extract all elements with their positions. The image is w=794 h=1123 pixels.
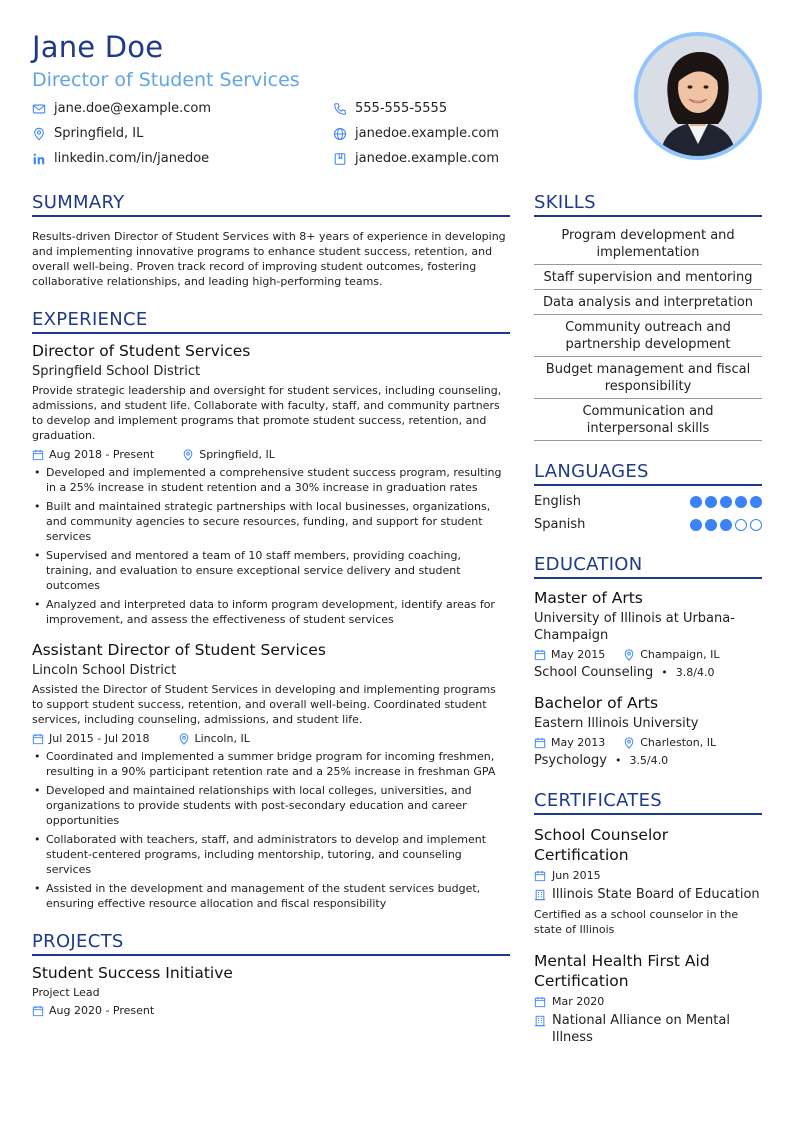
list-item: • Assisted in the development and management of the student services budget, ensuring effective resource allocation and fiscal responsibility — [32, 881, 510, 911]
rating-dot-filled — [720, 496, 732, 508]
project-entry — [32, 964, 510, 1017]
skill-item: Budget management and fiscal responsibility — [534, 357, 762, 399]
field-name: School Counseling — [534, 665, 654, 680]
contact-website[interactable] — [333, 126, 499, 141]
education-meta — [534, 736, 762, 749]
mail-icon — [32, 102, 46, 116]
issuer-name: Illinois State Board of Education — [552, 887, 760, 902]
list-item: • Analyzed and interpreted data to inform program development, identify areas for improvement, and assess the effectiveness of student services — [32, 597, 510, 627]
rating-dot-filled — [750, 496, 762, 508]
rating-dot-empty — [735, 519, 747, 531]
language-rating — [690, 519, 762, 531]
calendar-icon — [32, 1005, 44, 1017]
location-pin-icon — [32, 127, 46, 141]
language-row — [534, 517, 762, 532]
contact-phone[interactable] — [333, 101, 447, 116]
degree-title: Bachelor of Arts — [534, 694, 659, 712]
skills-list — [534, 223, 762, 441]
linkedin-icon — [32, 152, 46, 166]
rating-dot-filled — [705, 519, 717, 531]
job-organization: Springfield School District — [32, 364, 201, 379]
school-name: University of Illinois at Urbana-Champaign — [534, 611, 735, 643]
rating-dot-filled — [690, 519, 702, 531]
location-pin-icon — [178, 733, 190, 745]
summary-text: Results-driven Director of Student Services with 8+ years of experience in developing and implementing innovative programs to enhance student success, retention, and overall well-being. Proven track record of improving student outcomes, fostering collaborative relationships, and leading high-performing teams. — [32, 230, 506, 288]
job-bullets — [32, 465, 510, 627]
calendar-icon — [534, 870, 546, 882]
certificates-heading: CERTIFICATES — [534, 790, 762, 815]
certificate-title: Mental Health First Aid Certification — [534, 952, 710, 990]
building-icon — [534, 889, 546, 901]
skill-item: Staff supervision and mentoring — [534, 265, 762, 290]
summary-heading: SUMMARY — [32, 192, 510, 217]
language-name: Spanish — [534, 517, 586, 532]
job-bullets — [32, 749, 510, 911]
job-location: Lincoln, IL — [194, 732, 250, 745]
language-rating — [690, 496, 762, 508]
list-item: • Developed and maintained relationships with local colleges, universities, and organizations to provide students with post-secondary education and career opportunities — [32, 783, 510, 828]
certificate-date: Jun 2015 — [552, 869, 601, 882]
skill-item: Program development and implementation — [534, 223, 762, 265]
degree-title: Master of Arts — [534, 589, 643, 607]
education-heading: EDUCATION — [534, 554, 762, 579]
rating-dot-filled — [690, 496, 702, 508]
candidate-title: Director of Student Services — [32, 69, 300, 91]
location-pin-icon — [623, 649, 635, 661]
linkedin-text: linkedin.com/in/janedoe — [54, 151, 210, 166]
skill-item: Community outreach and partnership development — [534, 315, 762, 357]
project-meta — [32, 1004, 510, 1017]
rating-dot-filled — [720, 519, 732, 531]
building-icon — [534, 1015, 546, 1027]
certificate-date: Mar 2020 — [552, 995, 605, 1008]
certificate-issuer — [534, 886, 762, 903]
phone-text: 555-555-5555 — [355, 101, 448, 116]
separator-dot: • — [661, 666, 668, 679]
contact-linkedin[interactable] — [32, 151, 209, 166]
job-location: Springfield, IL — [199, 448, 275, 461]
education-field — [534, 665, 762, 680]
location-pin-icon — [182, 449, 194, 461]
rating-dot-filled — [735, 496, 747, 508]
bookmark-icon — [333, 152, 347, 166]
languages-list — [534, 494, 762, 532]
left-column — [32, 192, 510, 1017]
school-name: Eastern Illinois University — [534, 716, 699, 731]
list-item: • Coordinated and implemented a summer bridge program for incoming freshmen, resulting in a 90% participant retention rate and a 25% increase in freshman GPA — [32, 749, 510, 779]
globe-icon — [333, 127, 347, 141]
job-title: Assistant Director of Student Services — [32, 641, 326, 659]
gpa-value: 3.5/4.0 — [629, 754, 669, 767]
portrait-illustration — [638, 36, 758, 156]
languages-heading: LANGUAGES — [534, 461, 762, 486]
skill-item: Data analysis and interpretation — [534, 290, 762, 315]
field-name: Psychology — [534, 753, 607, 768]
certificate-issuer — [534, 1012, 762, 1046]
phone-icon — [333, 102, 347, 116]
education-date: May 2013 — [551, 736, 606, 749]
skill-item: Communication and interpersonal skills — [534, 399, 762, 441]
education-entry — [534, 694, 762, 768]
skills-heading: SKILLS — [534, 192, 762, 217]
calendar-icon — [32, 449, 44, 461]
experience-heading: EXPERIENCE — [32, 309, 510, 334]
profile-photo — [634, 32, 762, 160]
calendar-icon — [534, 996, 546, 1008]
job-entry — [32, 641, 510, 911]
certificate-description: Certified as a school counselor in the state of Illinois — [534, 908, 739, 936]
certificate-meta — [534, 869, 762, 882]
website-text: janedoe.example.com — [355, 126, 500, 141]
job-entry — [32, 342, 510, 627]
education-field — [534, 753, 762, 768]
portfolio-text: janedoe.example.com — [355, 151, 500, 166]
contact-location — [32, 126, 143, 141]
location-text: Springfield, IL — [54, 126, 144, 141]
calendar-icon — [32, 733, 44, 745]
rating-dot-filled — [705, 496, 717, 508]
issuer-name: National Alliance on Mental Illness — [552, 1013, 730, 1045]
calendar-icon — [534, 737, 546, 749]
language-row — [534, 494, 762, 509]
project-role: Project Lead — [32, 986, 100, 999]
education-entry — [534, 589, 762, 680]
contact-portfolio[interactable] — [333, 151, 499, 166]
contact-email[interactable] — [32, 101, 211, 116]
candidate-name: Jane Doe — [32, 30, 164, 64]
education-meta — [534, 648, 762, 661]
job-organization: Lincoln School District — [32, 663, 177, 678]
job-meta — [32, 732, 510, 745]
certificate-meta — [534, 995, 762, 1008]
email-text: jane.doe@example.com — [54, 101, 212, 116]
job-description: Provide strategic leadership and oversight for student services, including counseling, admissions, and student life. Collaborate with faculty, staff, and community partners to develop and implement programs that promote student success, retention, and graduation. — [32, 384, 502, 442]
gpa-value: 3.8/4.0 — [675, 666, 715, 679]
separator-dot: • — [614, 754, 622, 767]
project-title: Student Success Initiative — [32, 964, 233, 982]
education-date: May 2015 — [551, 648, 606, 661]
projects-heading: PROJECTS — [32, 931, 510, 956]
list-item: • Built and maintained strategic partnerships with local businesses, organizations, and community agencies to secure resources, funding, and support for student services — [32, 499, 510, 544]
list-item: • Collaborated with teachers, staff, and administrators to develop and implement student-centered programs, including mentorship, tutoring, and counseling services — [32, 832, 510, 877]
certificate-entry — [534, 825, 762, 937]
rating-dot-empty — [750, 519, 762, 531]
certificate-entry — [534, 951, 762, 1046]
certificate-title: School Counselor Certification — [534, 826, 669, 864]
list-item: • Developed and implemented a comprehensive student success program, resulting in a 25% increase in student retention and a 30% increase in graduation rates — [32, 465, 510, 495]
job-description: Assisted the Director of Student Services in developing and implementing programs to support student success, retention, and overall well-being. Coordinated student services, including counseling, admissions, and student life. — [32, 683, 496, 726]
list-item: • Supervised and mentored a team of 10 staff members, providing coaching, training, and evaluation to ensure exceptional service delivery and student outcomes — [32, 548, 510, 593]
project-dates: Aug 2020 - Present — [49, 1004, 155, 1017]
location-pin-icon — [623, 737, 635, 749]
job-meta — [32, 448, 510, 461]
job-dates: Aug 2018 - Present — [49, 448, 155, 461]
right-column — [534, 192, 762, 1046]
language-name: English — [534, 494, 581, 509]
education-location: Charleston, IL — [640, 736, 717, 749]
job-title: Director of Student Services — [32, 342, 251, 360]
calendar-icon — [534, 649, 546, 661]
job-dates: Jul 2015 - Jul 2018 — [49, 732, 150, 745]
education-location: Champaign, IL — [640, 648, 720, 661]
